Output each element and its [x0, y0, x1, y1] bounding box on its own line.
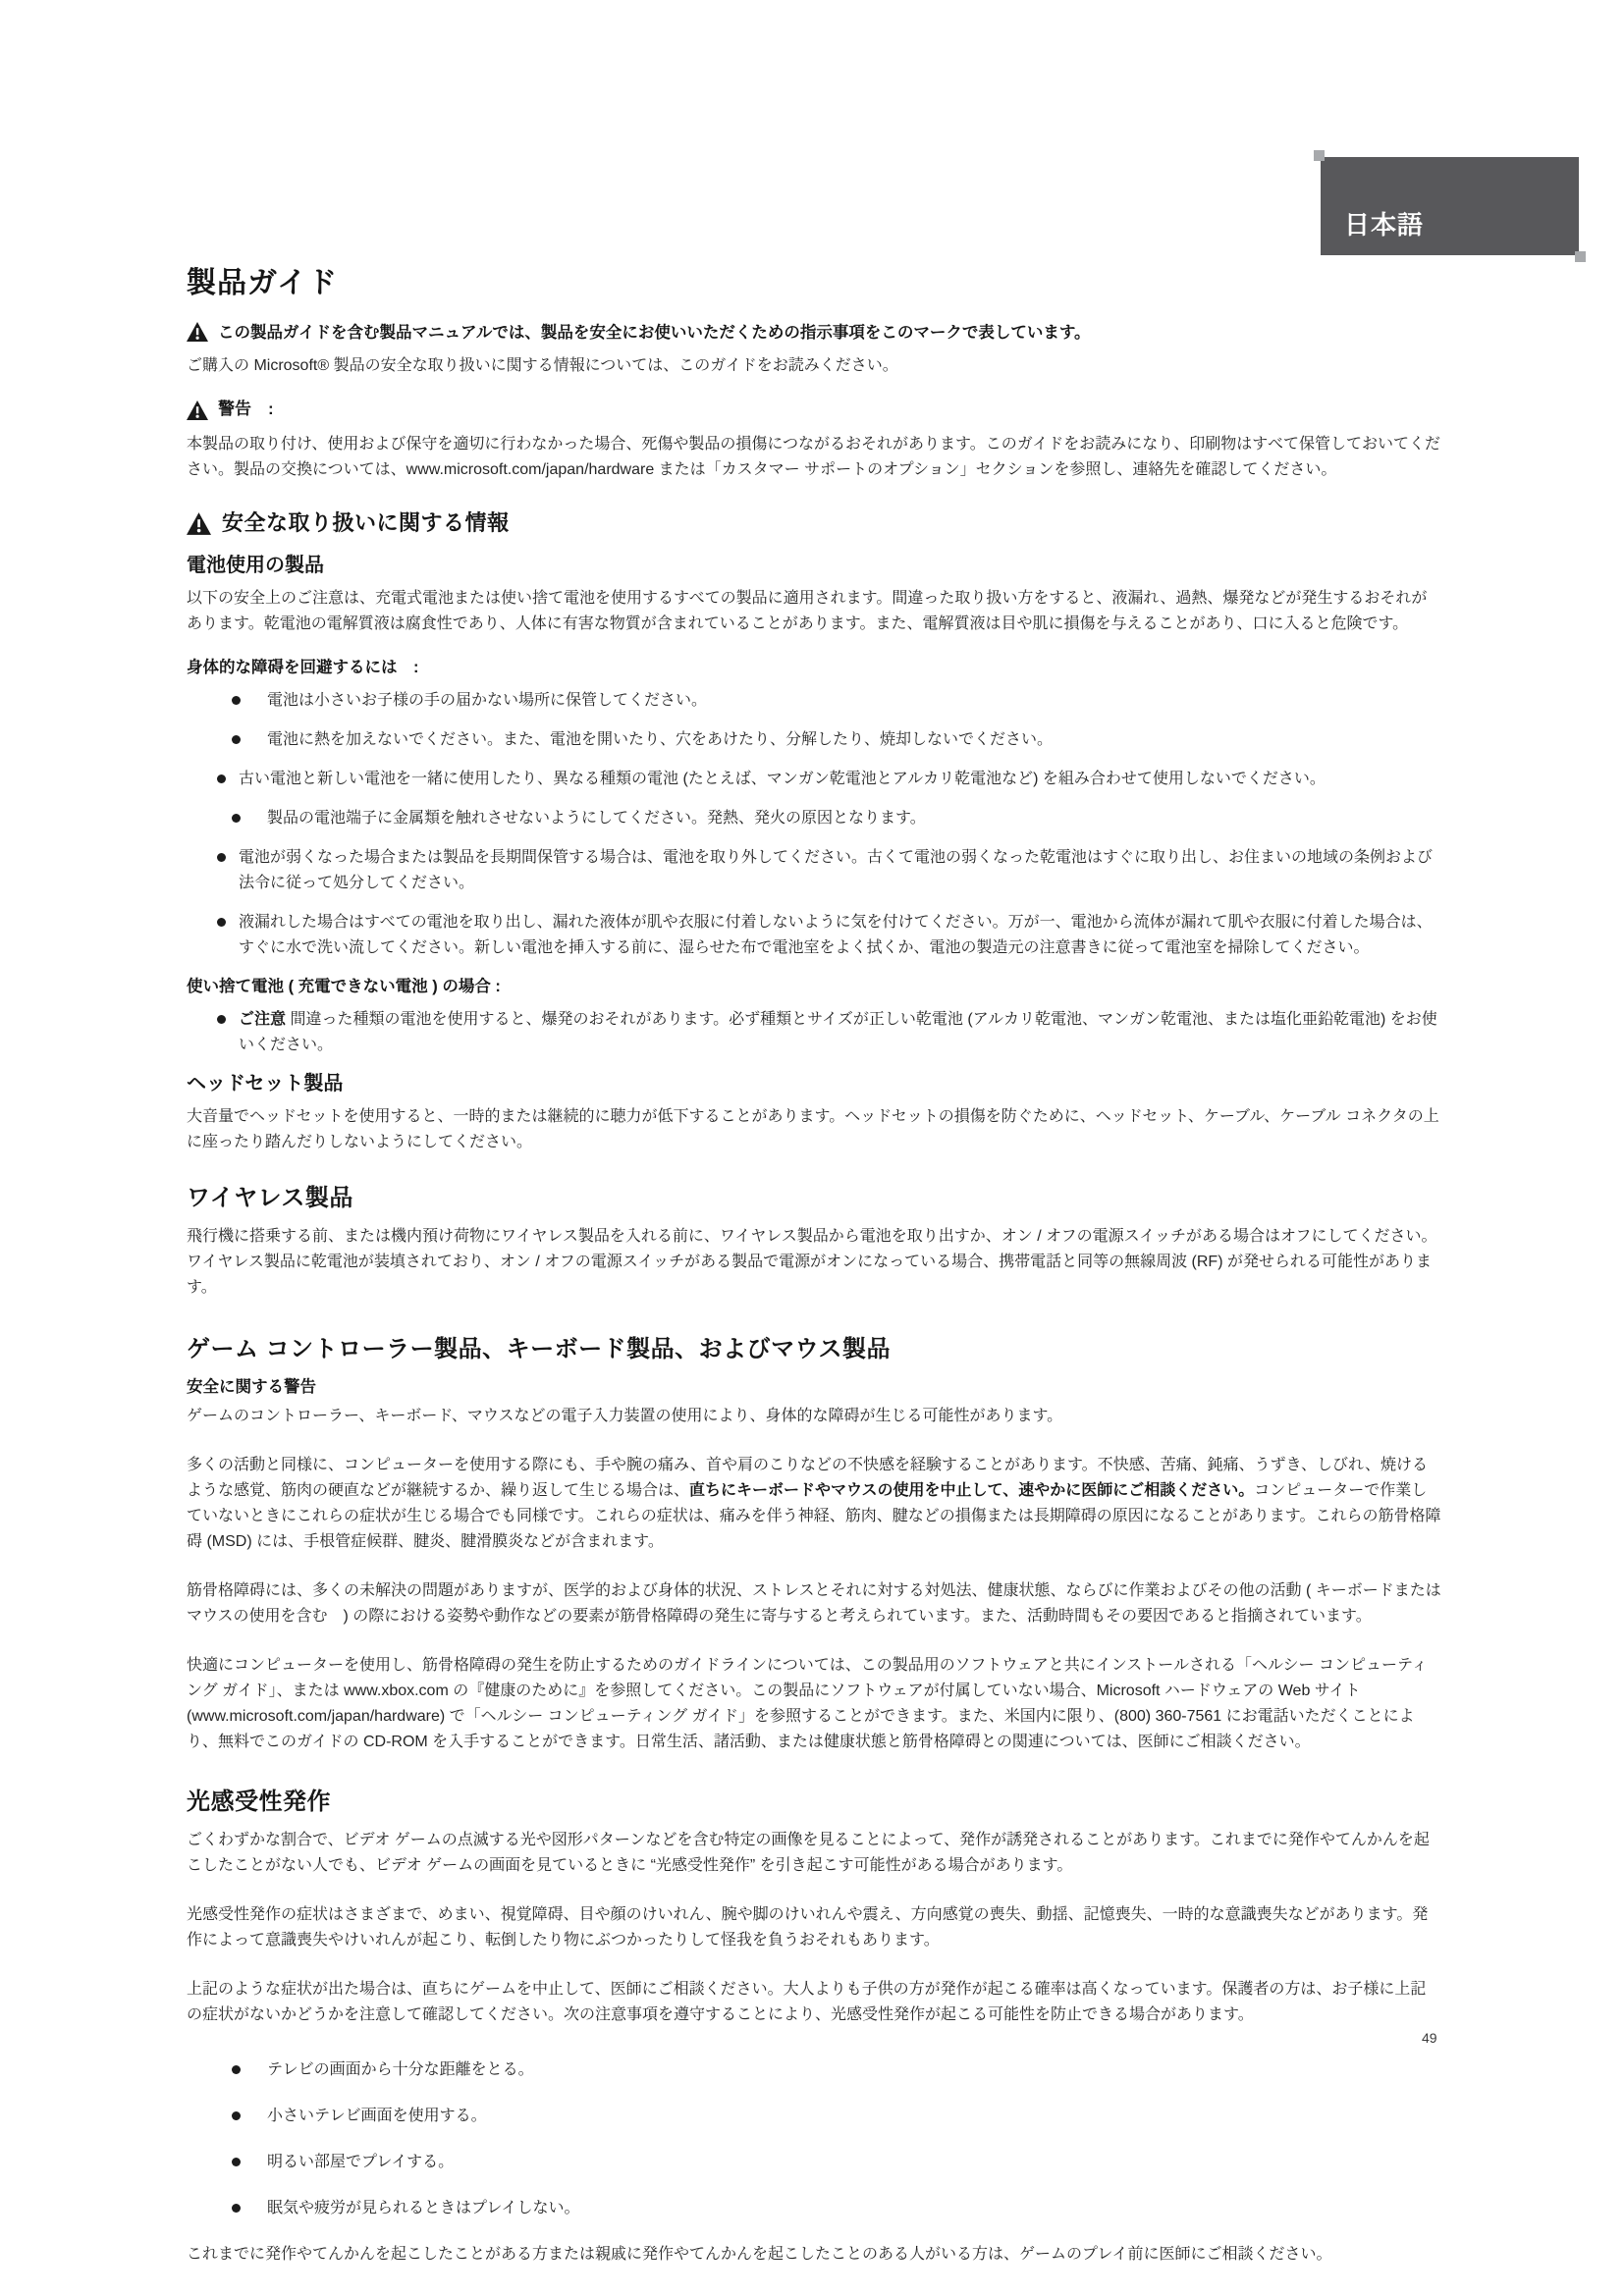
bullet-icon — [217, 1015, 226, 1024]
crop-mark-icon — [1314, 150, 1325, 161]
msd-text-pre: 多くの活動と同様に、コンピューターを使用する際にも、手や腕の痛み、首や肩のこりなどの不快感を経験することがあります。不快感、苦痛、鈍痛、うずき、しびれ、焼けるような感覚、筋肉の硬直などが継続するか、繰り返して生じる場合は、 — [187, 1457, 1429, 1499]
photosensitive-bullet-list — [187, 2057, 1441, 2221]
page-number: 49 — [1422, 2030, 1437, 2046]
list-item: 液漏れした場合はすべての電池を取り出し、漏れた液体が肌や衣服に付着しないように気を付けてください。万が一、電池から流体が漏れて肌や衣服に付着した場合は、すぐに水で洗い流してください。新しい電池を挿入する前に、湿らせた布で電池室をよく拭くか、電池の製造元の注意書きに従って電池室を掃除してください。 — [187, 910, 1441, 961]
disposable-battery-list — [187, 1007, 1441, 1058]
msd-text-bold: 直ちにキーボードやマウスの使用を中止して、速やかに医師にご相談ください。 — [689, 1482, 1255, 1499]
msd-text-post: コンピューターで作業していないときにこれらの症状が生じる場合でも同様です。これらの症状は、痛みを伴う神経、筋肉、腱などの損傷または長期障碍の原因になることがあります。これらの筋骨格障碍 (MSD) には、手根管症候群、腱炎、腱滑膜炎などが含まれます。 — [187, 1482, 1441, 1550]
list-item: 電池が弱くなった場合または製品を長期間保管する場合は、電池を取り外してください。古くて電池の弱くなった乾電池はすぐに取り出し、お住まいの地域の条例および法令に従って処分してください。 — [187, 845, 1441, 896]
warning-triangle-icon — [187, 400, 208, 420]
msd-factors-paragraph: 筋骨格障碍には、多くの未解決の問題がありますが、医学的および身体的状況、ストレスとそれに対する対処法、健康状態、ならびに作業およびその他の活動 ( キーボードまたはマウスの使用を含む ) の際における姿勢や動作などの要素が筋骨格障碍の発生に寄与すると考えられています。また、活動時間もその要因であると指摘されています。 — [187, 1582, 1441, 1625]
bullet-icon — [232, 2065, 241, 2074]
warning-heading-label: 警告 : — [218, 400, 274, 418]
guidelines-paragraph: 快適にコンピューターを使用し、筋骨格障碍の発生を防止するためのガイドラインについては、この製品用のソフトウェアと共にインストールされる「ヘルシー コンピューティング ガイド」、または www.xbox.com の『健康のために』を参照してください。この製品にソフトウェアが付属していない場合、Microsoft ハードウェアの Web サイト (www.microsoft.com/japan/hardware) で「ヘルシー コンピューティング ガイド」を参照することができます。また、米国内に限り、(800) 360-7561 にお電話いただくことにより、無料でこのガイドの CD-ROM を入手することができます。日常生活、諸活動、または健康状態と筋骨格障碍との関連については、医師にご相談ください。 — [187, 1657, 1428, 1750]
language-tab-label: 日本語 — [1344, 210, 1425, 240]
page-title: 製品ガイド — [187, 267, 339, 299]
game-safety-warning-heading: 安全に関する警告 — [187, 1378, 316, 1396]
caution-label: ご注意 — [239, 1011, 287, 1028]
bullet-icon — [232, 735, 241, 744]
list-item: 古い電池と新しい電池を一緒に使用したり、異なる種類の電池 (たとえば、マンガン乾電池とアルカリ乾電池など) を組み合わせて使用しないでください。 — [187, 767, 1441, 792]
wireless-paragraph: 飛行機に搭乗する前、または機内預け荷物にワイヤレス製品を入れる前に、ワイヤレス製品から電池を取り出すか、オン / オフの電源スイッチがある場合はオフにしてください。ワイヤレス製品に乾電池が装填されており、オン / オフの電源スイッチがある製品で電源がオンになっている場合、携帯電話と同等の無線周波 (RF) が発せられる可能性があります。 — [187, 1228, 1437, 1296]
language-tab — [1321, 157, 1579, 255]
safety-mark-notice-text: この製品ガイドを含む製品マニュアルでは、製品を安全にお使いいただくための指示事項をこのマークで表しています。 — [218, 324, 1091, 342]
list-item: 小さいテレビ画面を使用する。 — [187, 2104, 1441, 2129]
list-item: 眠気や疲労が見られるときはプレイしない。 — [187, 2196, 1441, 2221]
battery-bullet-list — [187, 688, 1441, 961]
msd-paragraph — [187, 1453, 1441, 1555]
disposable-battery-heading: 使い捨て電池 ( 充電できない電池 ) の場合 : — [187, 978, 501, 995]
safety-info-heading-text: 安全な取り扱いに関する情報 — [222, 510, 510, 535]
bullet-icon — [232, 2111, 241, 2120]
list-item: 電池に熱を加えないでください。また、電池を開いたり、穴をあけたり、分解したり、焼却しないでください。 — [187, 727, 1441, 753]
game-intro-paragraph: ゲームのコントローラー、キーボード、マウスなどの電子入力装置の使用により、身体的な障碍が生じる可能性があります。 — [187, 1408, 1063, 1424]
warning-triangle-icon — [187, 322, 208, 342]
read-guide-paragraph: ご購入の Microsoft® 製品の安全な取り扱いに関する情報については、このガイドをお読みください。 — [187, 357, 898, 374]
safety-mark-notice — [187, 321, 1441, 345]
crop-mark-icon — [1575, 251, 1586, 262]
bullet-icon — [232, 2204, 241, 2213]
warning-triangle-icon — [187, 512, 211, 535]
photosensitive-heading: 光感受性発作 — [187, 1789, 331, 1815]
photosensitive-paragraph-3: 上記のような症状が出た場合は、直ちにゲームを中止して、医師にご相談ください。大人よりも子供の方が発作が起こる確率は高くなっています。保護者の方は、お子様に上記の症状がないかどうかを注意して確認してください。次の注意事項を遵守することにより、光感受性発作が起こる可能性を防止できる場合があります。 — [187, 1981, 1427, 2023]
list-item: 製品の電池端子に金属類を触れさせないようにしてください。発熱、発火の原因となります。 — [187, 806, 1441, 831]
list-item: 明るい部屋でプレイする。 — [187, 2150, 1441, 2175]
safety-info-heading — [187, 510, 1441, 536]
caution-text: 間違った種類の電池を使用すると、爆発のおそれがあります。必ず種類とサイズが正しい乾電池 (アルカリ乾電池、マンガン乾電池、または塩化亜鉛乾電池) をお使いください。 — [239, 1011, 1437, 1053]
bullet-icon — [232, 696, 241, 705]
wireless-products-heading: ワイヤレス製品 — [187, 1185, 353, 1211]
list-item: 電池は小さいお子様の手の届かない場所に保管してください。 — [187, 688, 1441, 714]
photosensitive-paragraph-1: ごくわずかな割合で、ビデオ ゲームの点滅する光や図形パターンなどを含む特定の画像を見ることによって、発作が誘発されることがあります。これまでに発作やてんかんを起こしたことがない人でも、ビデオ ゲームの画面を見ているときに “光感受性発作” を引き起こす可能性がある場合があります。 — [187, 1832, 1430, 1874]
battery-products-heading: 電池使用の製品 — [187, 555, 324, 576]
bullet-icon — [232, 2158, 241, 2166]
photosensitive-paragraph-2: 光感受性発作の症状はさまざまで、めまい、視覚障碍、目や顔のけいれん、腕や脚のけいれんや震え、方向感覚の喪失、動揺、記憶喪失、一時的な意識喪失などがあります。発作によって意識喪失やけいれんが起こり、転倒したり物にぶつかったりして怪我を負うおそれもあります。 — [187, 1906, 1429, 1949]
warning-paragraph: 本製品の取り付け、使用および保守を適切に行わなかった場合、死傷や製品の損傷につながるおそれがあります。このガイドをお読みになり、印刷物はすべて保管しておいてください。製品の交換については、www.microsoft.com/japan/hardware または「カスタマー サポートのオプション」セクションを参照し、連絡先を確認してください。 — [187, 436, 1440, 478]
battery-intro-paragraph: 以下の安全上のご注意は、充電式電池または使い捨て電池を使用するすべての製品に適用されます。間違った取り扱い方をすると、液漏れ、過熱、爆発などが発生するおそれがあります。乾電池の電解質液は腐食性であり、人体に有害な物質が含まれていることがあります。また、電解質液は目や肌に損傷を与えることがあり、口に入ると危険です。 — [187, 590, 1428, 632]
avoid-injury-heading: 身体的な障碍を回避するには : — [187, 659, 419, 676]
bullet-icon — [217, 774, 226, 783]
final-advice-paragraph: これまでに発作やてんかんを起こしたことがある方または親戚に発作やてんかんを起こしたことのある人がいる方は、ゲームのプレイ前に医師にご相談ください。 — [187, 2246, 1332, 2263]
list-item: テレビの画面から十分な距離をとる。 — [187, 2057, 1441, 2083]
game-products-heading: ゲーム コントローラー製品、キーボード製品、およびマウス製品 — [187, 1336, 891, 1362]
bullet-icon — [217, 918, 226, 927]
list-item — [187, 1007, 1441, 1058]
document-content — [187, 268, 1441, 2291]
bullet-icon — [217, 853, 226, 862]
headset-paragraph: 大音量でヘッドセットを使用すると、一時的または継続的に聴力が低下することがあります。ヘッドセットの損傷を防ぐために、ヘッドセット、ケーブル、ケーブル コネクタの上に座ったり踏んだりしないようにしてください。 — [187, 1108, 1439, 1150]
headset-products-heading: ヘッドセット製品 — [187, 1073, 344, 1095]
bullet-icon — [232, 814, 241, 823]
warning-heading — [187, 397, 1441, 422]
